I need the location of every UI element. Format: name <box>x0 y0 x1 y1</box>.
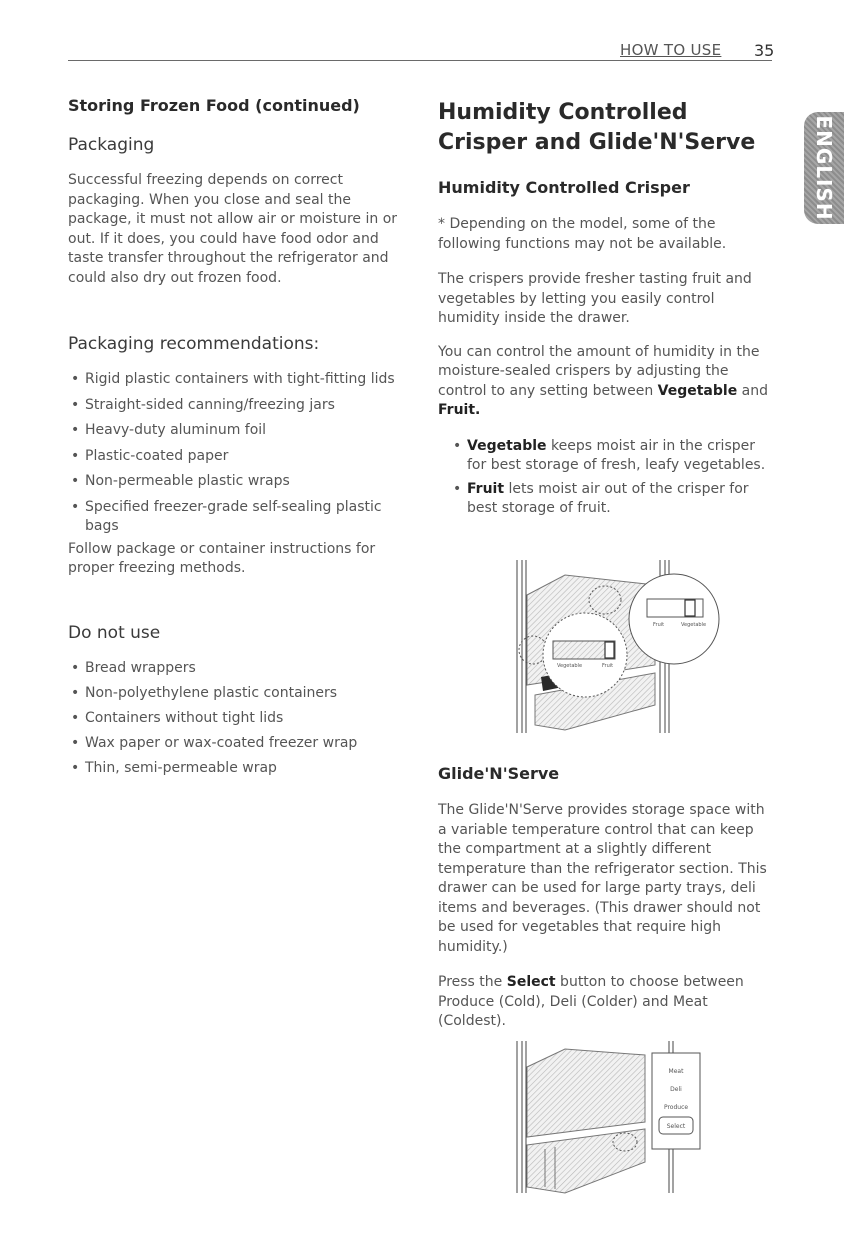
term-select: Select <box>506 974 556 990</box>
crisper-p2-and: and <box>737 382 768 399</box>
crisper-paragraph-1 <box>438 270 768 329</box>
running-header-section: HOW TO USE <box>620 41 722 59</box>
list-item: • Bread wrappers <box>68 659 398 679</box>
left-column <box>68 96 398 778</box>
heading-glide-n-serve: Glide'N'Serve <box>438 764 560 783</box>
panel-label-deli: Deli <box>670 1086 682 1093</box>
term-vegetable: Vegetable <box>657 382 738 399</box>
list-item: • Non-permeable plastic wraps <box>68 472 398 492</box>
heading-packaging: Packaging <box>68 135 155 155</box>
heading-packaging-recommendations: Packaging recommendations: <box>68 334 320 354</box>
list-item: • Non-polyethylene plastic containers <box>68 684 398 704</box>
list-item: • Containers without tight lids <box>68 709 398 729</box>
glide-p2-text-rest: button to choose between Produce (Cold), Deli (Colder) and Meat (Coldest). <box>438 974 744 1029</box>
list-item <box>450 480 768 519</box>
crisper-illustration <box>505 555 725 737</box>
packaging-paragraph: Successful freezing depends on correct packaging. When you close and seal the package, it must not allow air or moisture in or out. If it does, you could have food odor and taste transfer throughout the refrigerator and could also dry out frozen food. <box>68 172 398 286</box>
list-item: • Plastic-coated paper <box>68 447 398 467</box>
crisper-p2-text: You can control the amount of humidity in the moisture-sealed crispers by adjusting the control to any setting between <box>438 343 760 399</box>
header-rule <box>68 60 772 61</box>
slider-label-fruit: Fruit <box>602 663 614 669</box>
recommendations-note: Follow package or container instructions for proper freezing methods. <box>68 540 376 576</box>
list-item <box>450 437 768 476</box>
glide-p2-text: Press the <box>438 974 507 990</box>
slider-label-vegetable: Vegetable <box>557 663 583 669</box>
list-item: • Straight-sided canning/freezing jars <box>68 396 398 416</box>
list-item: • Rigid plastic containers with tight-fitting lids <box>68 370 398 390</box>
glide-paragraph-1: The Glide'N'Serve provides storage space with a variable temperature control that can keep the compartment at a slightly different temperature than the refrigerator section. This drawer can be used for large party trays, deli items and beverages. (This drawer should not be used for vegetables that require high humidity.) <box>438 802 767 955</box>
right-column <box>438 98 768 519</box>
term-fruit: Fruit. <box>438 402 481 418</box>
crisper-paragraph-2 <box>438 343 768 421</box>
panel-label-produce: Produce <box>663 1104 689 1111</box>
glide-n-serve-illustration <box>505 1037 715 1197</box>
zoom-label-fruit: Fruit <box>653 622 665 628</box>
bullet-term: Vegetable <box>467 437 547 454</box>
list-item: • Thin, semi-permeable wrap <box>68 759 398 779</box>
zoom-label-vegetable: Vegetable <box>681 622 707 628</box>
panel-select-button-label: Select <box>666 1123 686 1130</box>
bullet-term: Fruit <box>467 480 505 497</box>
glide-section <box>438 764 768 1032</box>
main-title-humidity-crisper: Humidity Controlled Crisper and Glide'N'Serve <box>438 100 756 155</box>
crisper-settings-list <box>450 437 768 519</box>
language-tab <box>804 112 844 224</box>
bullet-text: keeps moist air in the crisper for best storage of fresh, leafy vegetables. <box>467 437 766 473</box>
crisper-p1-text: The crispers provide fresher tasting fruit and vegetables by letting you easily control humidity inside the drawer. <box>438 271 752 326</box>
section-title-storing-frozen-food: Storing Frozen Food (continued) <box>68 96 360 115</box>
panel-label-meat: Meat <box>668 1068 684 1075</box>
bullet-text: lets moist air out of the crisper for best storage of fruit. <box>467 480 749 516</box>
do-not-use-list <box>68 659 398 779</box>
page-number: 35 <box>754 41 775 60</box>
list-item: • Specified freezer-grade self-sealing plastic bags <box>68 498 398 537</box>
heading-do-not-use: Do not use <box>68 622 161 643</box>
list-item: • Wax paper or wax-coated freezer wrap <box>68 734 398 754</box>
list-item: • Heavy-duty aluminum foil <box>68 421 398 441</box>
recommendations-list <box>68 370 398 537</box>
availability-note: * Depending on the model, some of the following functions may not be available. <box>438 216 727 252</box>
heading-humidity-controlled-crisper: Humidity Controlled Crisper <box>438 178 690 197</box>
language-tab-label: ENGLISH <box>812 115 836 221</box>
glide-paragraph-2 <box>438 973 768 1032</box>
